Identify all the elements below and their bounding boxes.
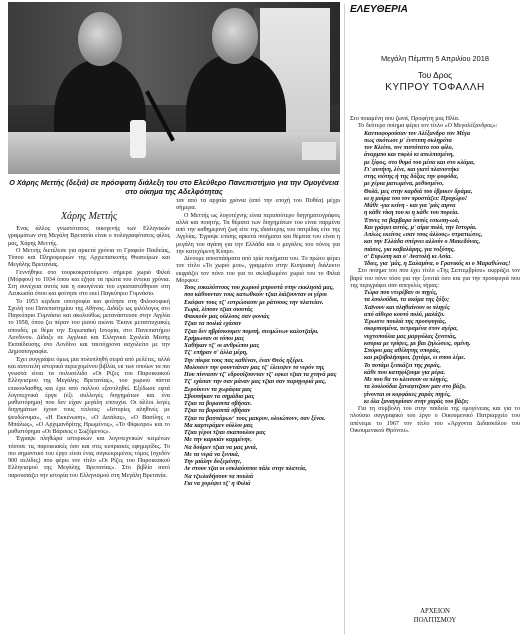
paragraph: Ο Μεττής ως λογοτέχνης είναι περισσότερο διηγηματογράφος αλλά και ποιητής. Τα θέματα των διηγημάτων του είναι παρμένα από την καθημερινή ζωή είτε της ιδιαίτερης του πατρίδας είτε της Αγγλίας. Έγραψε επίσης αρκετά ποιήματα και θέματα του είναι η μεγάλη του αγάπη για την Ελλάδα και ο μεγάλος του πόνος για την κατεχόμενη Κύπρο. [176, 212, 340, 255]
poem-line: πιάσες, για καβαλάρης, για τοξότης, [364, 246, 455, 253]
poem-line: Για να χορέψει τζ' η Φιλιά [184, 480, 251, 487]
poem-line: Τωρά, λίπουν τζιαι σιουτάς [184, 306, 253, 313]
poem-village [176, 285, 340, 488]
poem-line: τα λουλούδια, τα ακόμα της ξόξο; [364, 297, 450, 304]
poem-september [350, 290, 520, 406]
poem-line: και ριζοβολήσιμοι, ζητάμε, ει σπου λέμε. [364, 355, 466, 362]
poem-line: με χέρια ματωμένα, μεθυσμένο, [364, 181, 444, 188]
poem-alexander [350, 131, 520, 269]
poem-line: Μα καρτεράμεν ούλλοι μας [184, 422, 253, 429]
paragraph: Το 1953 κέρδισε υποτροφία και φοίτησε στη Φιλοσοφική Σχολή του Πανεπιστημίου της Αθήνας. Διδάξε ως φιλόλογος στο Παγκύπριο Γυμνάσιο και ακολούθως μετανάστευσε στην Αγγλία το 1958, όπου ζει πέραν του μισού αιώνα. Έκανε μεταπτυχιακές σπουδές με θέμα την Ευρωπαϊκή Ιστορία, στο Πανεπιστήμιο Λονδίνου. Δίδαξε σε Αγγλικά και Ελληνικά Σχολεία Μέσης Εκπαίδευσης στο Λονδίνο και ταυτόχρονα ασχολείτο με την Δημοσιογραφία. [8, 298, 170, 356]
archive-line: ΠΟΛΙΤΙΣΜΟΥ [413, 617, 457, 624]
paragraph: Στο ποίημα του που έχει τίτλο «Της Σεπτεμβρίου» εκφράζει τον βαρύ του πόνο τόσο για την ξενιτιά όσο και για την προσφυγιά που της περιγράφει σαν απεγκλές τήρας: [350, 268, 520, 289]
poem-line: η κάθε νίκη του κι η κάθε του πορεία. [364, 210, 459, 217]
poem-line: Την πίκρα τους πας καθέναν, έναν Θεός ηξέρει. [184, 357, 304, 364]
poem-line: με ξίφος, στο θυμό του μέσα και στο κλάμα, [364, 159, 475, 166]
poem-line: Μάθε -για κείνη - και για 'μάς αιρνα [364, 203, 456, 209]
poem-line: Μολοισεν την φουντιάναν μας τζ' έλειεψεν το νερόν της [184, 364, 325, 371]
paragraph: Ο Μεττής διετέλεσε για αρκετά χρόνια το Γραφείο Παιδείας, Τύπου και Πληροφοριών της Αρχιεπισκοπής Θυατείρων και Μεγάλης Βρετανίας. [8, 247, 170, 269]
poem-line: Να δούμεν τζιαι να μας μνιά, [184, 444, 258, 451]
poem-line: και την Ελλάδα σπέρνει αλλούν ο Μακεδόνας, [364, 239, 481, 246]
poem-line: Έρωστε πουλιά της προσφυγιάς, [364, 319, 447, 325]
poem-line: τον Κλείτο, τον πιστότατο του φίλο, [364, 145, 454, 151]
poem-line: Ξεροίκνεν τα χωράφια μας [184, 386, 252, 393]
left-article-column-1 [8, 210, 170, 480]
paragraph: ταν από τα αρχαία χρόνια (από την εποχή του Πυθέα) μέχρι σήμερα. [176, 198, 340, 212]
poem-line: κι όλα ξαναγυρίσαν στην χαράς του βάζο; [364, 398, 469, 405]
poem-line: Τζιαι τα βασπάρων' τους μακρον, ολοιώπονν, σαν ξένοι. [184, 415, 326, 422]
poem-line: γίνονται οι κορφάκες χαράς πηγές, [364, 391, 452, 398]
paragraph: Γεννήθηκε στο τουρκοκρατούμενο σήμερα χωριό Φιλιά (Μόρφου) το 1934 όπου και έζησε τα πρώτα του έντεκα χρόνια. Στη συνέχεια αυτός και η οικογένεια του εγκαταστάθηκαν στη Λευκωσία όπου και φοίτησε στο εκεί Παγκύπριο Γυμνάσιο. [8, 269, 170, 298]
event-photo [8, 2, 340, 174]
poem-line: Τζιαι γέροι τζιαι σκαπουλιοι μας [184, 430, 266, 436]
poem-line: Τους ευκαλύπτους του χωριού μπροστά στην εκκλησιά μας, [184, 285, 334, 291]
newspaper-source: ΕΛΕΥΘΕΡΙΑ [350, 4, 408, 15]
poem-line: νυχτοπούλια μας μαργιόλας ξενιτιάς, [364, 333, 457, 340]
poem-line: από αίθερο κουτό πολύ, μαλάζο. [364, 311, 445, 318]
poem-line: πως σκότωσε μ' ένστιπη σκληρότα [364, 137, 453, 144]
poem-line: Με που θα το κλεισουν οι πληγές, [364, 377, 449, 383]
poem-line: Τώρα που ντερέβαν οι πηγές, [364, 290, 438, 296]
poem-line: Θολά, μες στην καρδιά του έβρικεν δράμα, [364, 188, 473, 195]
poem-line: Απλώς εκείνος «σαν τους άλλους» στρατιώτες, [364, 232, 483, 238]
paragraph: Για τη συμβολή του στην παιδεία της ομογένειας και για το πλούσιο συγγραφικό του έργο ο Οικουμενικό Πατριαρχείο του απένειμε το 1967 τον τίτλο του «Άρχοντα Διδασκάλου του Οικουμενικού Θρόνου». [350, 406, 520, 434]
poem-line: Τζ' εχάσαν την σαν μάναν μας τζιαι σαν παρηγοριά μας, [184, 379, 327, 386]
poem-line: Ίδιες, για 'μάς, η Σαλαμίνα, ο Γρανικός κι ο Μαραθώνας! [364, 261, 511, 267]
poem-line: τα λουλούδια ξαναφτιζουν μαν στο βάζο, [364, 384, 467, 391]
publication-date: Μεγάλη Πέμπτη 5 Απριλίου 2018 [381, 54, 489, 63]
poem-line: στης νιότης ή της δόξας την φοφόδα, [364, 174, 459, 180]
poem-line: Έπνες τα βαρβαρα ίοιπές εσιωπη-ωά, [364, 217, 460, 224]
article-title: Χάρης Μεττής [60, 211, 118, 222]
poem-line: Γι' αυτήνη, λένε, και γιατί πλανιστήκε [364, 166, 460, 173]
poem-line: Και γράφει αυτός, μ' αίμα πολύ, την Ιστορία. [364, 224, 477, 231]
right-article-column [350, 116, 520, 435]
poem-line: σ' Ευρώπη και ο' Ανατολή κι Ασία. [364, 253, 452, 260]
left-article-column-2 [176, 198, 340, 488]
column-divider [344, 4, 345, 634]
poem-line: Τζ' επήραν σ' άλλα μέρη, [184, 350, 248, 357]
paragraph: Στο ποιαμένη σου ζωνά, Προφήτη μας Ηλία. [350, 116, 460, 122]
poem-line: Σπόροι μας αθέλητης σποράς, [364, 348, 441, 354]
paragraph: Δίνουμε αποσπάσματα από τρία ποιήματα του. Το πρώτο φέρει τον τίτλο «Το χωριό μου», γραμμένο στην Κυπριακή διάλεκτο εκφράζει τον πόνο του για το σκλαβωμένο χωριό του το Φιλιά Μόρφου: [176, 256, 340, 284]
poem-line: άναρμπο και τυφλό κι απελπισμένη, [364, 152, 455, 159]
poem-line: Με τα νερά να ξενικά, [184, 451, 240, 458]
poem-line: Φακκούν μας ούλλους σαν φονιάς [184, 314, 270, 320]
poem-line: Τζιαι δεν ηβρίσκουμεν πομπή, σιειμώνων καλοτζαίρι. [184, 328, 319, 335]
author-name: ΚΥΠΡΟΥ ΤΟΦΑΛΛΗ [385, 82, 485, 93]
paragraph: Ένας άλλος γνωστότατος οικογενής των Ελληνικών γραμμάτων στη Μεγάλη Βρετανία είναι ο πολυγραφότατος φίλος μας, Χάρης Μεττής. [8, 226, 170, 247]
poem-line: Ερήμωσαν οι τόποι μας [184, 335, 245, 342]
poem-line: Αν στουν τζαι οι εσκλαύσιποι πάλε στην πλατεία, [184, 466, 307, 473]
poem-line: Τζιαι τα βορασιτα σβήσαν. [184, 401, 252, 407]
poem-line: Την μιάλην δοξεμένην, [184, 459, 242, 465]
poem-line: Με την καρκιάν καμμένην, [184, 437, 252, 444]
paragraph: Το δεύτερο ποίημα φέρει τον τίτλο «Ο Μεγαλέξανδρος»: [358, 123, 498, 130]
poem-line: που κάθουνταν τους κατωθκιόν τζιαι λιάζουνταν οι γέροι [184, 292, 327, 299]
poem-line: Χαϊνουν και πληθαίνουν οι πληγές [364, 304, 450, 311]
poem-line: Καντιοφορούσαν τον Αλέξανδρο τον Μέγα [364, 130, 471, 137]
poem-line: Σβουπήκαν τα σημάδια μας [184, 393, 255, 400]
archive-line: ΑΡΧΕΙΟΝ [420, 608, 450, 615]
poem-line: Χαθήκαν τζ' οι ανθρώποι μας [184, 343, 260, 349]
archive-credit [350, 607, 520, 625]
poem-line: Το ποτάμι ξεσκάζει της χαράς, [364, 362, 441, 369]
poem-line: κάθε που κατηφίζουμε για μέρα. [364, 369, 446, 376]
poem-line: Τζιαι τα βορασιτά σβήσαν [184, 408, 251, 415]
poem-line: Να τζιελαδήσουν τα πουλιά [184, 473, 254, 480]
paragraph: Έχει συγγράψει όμως μια πολυπληθή σειρά από μελέτες, αλλά και αυτοτελή ιστορικά περιεχομένου βιβλία, εκ των οποίων τα πιο γνωστά είναι τα πολυσέλιδο «Οι Ρίζες του Παροικιακού Ελληνισμού της Μεγάλης Βρετανίας», του χωριού πάντα επικουδασθης και έχει από πολλού εξαντληθεί. Εξέδωσε εφτά λογοτεχνικά έργα (έξι συλλογές διηγημάτων και ένα μυθιστόρημα) που δεν είχαν μεγάλη επιτυχία. Οι άλλοι λογές διηγημάτων έχουν τους τίτλους: «Ιστορίες αληθινές με ψευδώνυμα», «Η Εκκένωση», «Ο Διτάλας», «Ο Βασίλης ο Μπάλως», «Ο Αρχιμανδρίτης Ηρωμένος», «Το Φίφωτρο» και το μυθιστόρημα «Οι Βάρσεις ο Σωζόμενος». [8, 356, 170, 435]
poem-line: σκορπισμένα, πετραμένα στον αγέρα, [364, 326, 459, 333]
paragraph: Έγραψε πληθώρα ιστορικών και λογοτεχνικών κειμένων τόσοσε τις παροικιακές όσο και στις κυπριακές εφημερίδες. Το πιο σημαντικό του έργο είναι ένας συγκεκριμένος τόμος (σχεδόν 900 σελίδες) που φέρει τον τίτλο «Οι Ρίζες του Παροικιακού Ελληνισμού της Μεγάλης Βρετανίας». Στο βιβλίο αυτό παρουσιάζει την ιστορία του Ελληνισμού στη Μεγάλη Βρετανία. [8, 436, 170, 479]
poem-line: Τζιαι τα ποιλιά εχάσαν [184, 321, 242, 328]
poem-line: κσυρια με τρίψες, με βαι ζηλώσεις, σμένη. [364, 340, 471, 347]
poem-line: Που πίννασιν τζ' εδροσίζουνταν τζ' εφκει τζιαι τα χτηνά μας [184, 372, 337, 378]
poem-line: κι η μοίρα του τον προστάζει: Προχώρο! [364, 195, 468, 202]
author-prefix: Του Δρος [417, 70, 453, 80]
photo-caption: Ο Χάρης Μεττής (δεξιά) σε πρόσφατη διάλεξη του στο Ελεύθερο Πανεπιστήμιο για την Ομογένεια στο οίκημα της Αδελφότητας [9, 178, 339, 196]
poem-line: Εκόψαν τους τζ' εστρώσασιν με ράτσους την πλατείαν. [184, 299, 324, 306]
